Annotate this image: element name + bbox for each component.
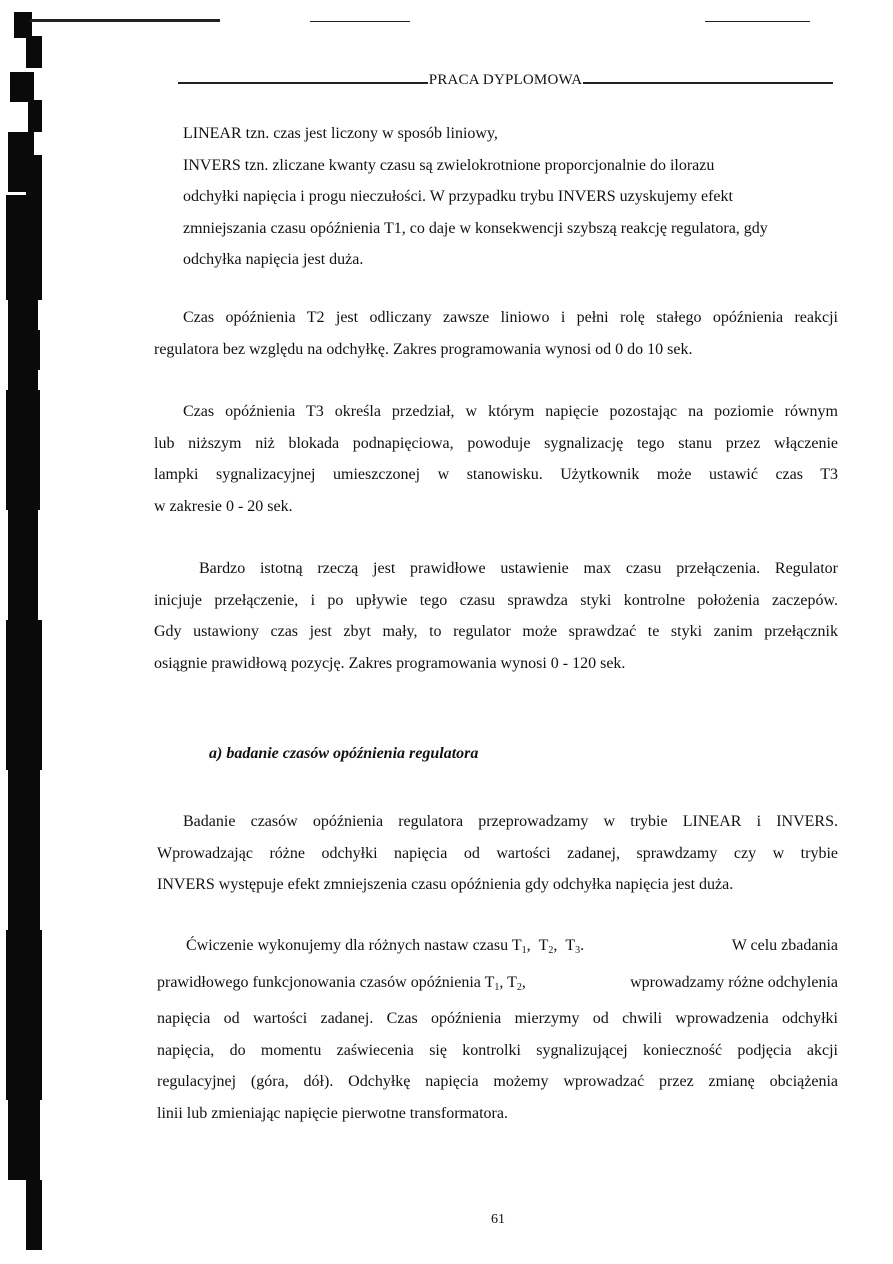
text-segment: Ćwiczenie wykonujemy dla różnych nastaw czasu T [186, 937, 522, 954]
text-line: prawidłowego funkcjonowania czasów opóźnienia $T_1$, $T_2$, wprowadzamy różne odchylenia [157, 967, 838, 1004]
text-line: zmniejszania czasu opóźnienia T1, co daje w konsekwencji szybszą reakcję regulatora, gdy [183, 219, 768, 237]
text-line: regulatora bez względu na odchyłkę. Zakres programowania wynosi od 0 do 10 sek. [154, 340, 693, 358]
page-number: 61 [491, 1212, 505, 1227]
header-rule-left [178, 82, 428, 84]
text-line: odchyłka napięcia jest duża. [183, 251, 364, 268]
text-line: lub niższym niż blokada podnapięciowa, powoduje sygnalizację tego stanu przez włączenie [154, 434, 838, 452]
page-header [178, 70, 833, 90]
text-line: linii lub zmieniając napięcie pierwotne transformatora. [157, 1104, 508, 1122]
text-line: Czas opóźnienia T2 jest odliczany zawsze liniowo i pełni rolę stałego opóźnienia reakcji [183, 309, 838, 326]
text-line: Czas opóźnienia T3 określa przedział, w którym napięcie pozostając na poziomie równym [183, 403, 838, 420]
text-line: napięcia od wartości zadanej. Czas opóźnienia mierzymy od chwili wprowadzenia odchyłki [157, 1010, 838, 1027]
text-line: regulacyjnej (góra, dół). Odchyłkę napięcia możemy wprowadzać przez zmianę obciążenia [157, 1073, 838, 1090]
header-title: PRACA DYPLOMOWA [428, 71, 583, 88]
paragraph-t2 [154, 302, 838, 365]
section-heading: a) badanie czasów opóźnienia regulatora [209, 745, 479, 762]
text-line: INVERS występuje efekt zmniejszenia czasu opóźnienia gdy odchyłka napięcia jest duża. [157, 876, 734, 893]
text-line: Wprowadzając różne odchyłki napięcia od wartości zadanej, sprawdzamy czy w trybie [157, 844, 838, 862]
scan-top-edge-line [310, 21, 410, 22]
text-line: INVERS tzn. zliczane kwanty czasu są zwielokrotnione proporcjonalnie do ilorazu [183, 156, 715, 174]
paragraph-study-2 [157, 930, 838, 1129]
text-line: Gdy ustawiony czas jest zbyt mały, to regulator może sprawdzać te styki zanim przełącznik [154, 623, 838, 640]
text-line: LINEAR tzn. czas jest liczony w sposób liniowy, [183, 125, 498, 142]
modes-description [183, 118, 838, 276]
text-line: lampki sygnalizacyjnej umieszczonej w stanowisku. Użytkownik może ustawić czas T3 [154, 466, 838, 483]
text-line: Bardzo istotną rzeczą jest prawidłowe ustawienie max czasu przełączenia. Regulator [199, 560, 838, 577]
text-line: w zakresie 0 - 20 sek. [154, 497, 293, 515]
text-line: Ćwiczenie wykonujemy dla różnych nastaw czasu $T_1$, $T_2$, $T_3$. W celu zbadania [157, 930, 838, 967]
text-line: napięcia, do momentu zaświecenia się kontrolki sygnalizującej konieczność podjęcia akcji [157, 1041, 838, 1059]
header-rule-right [583, 82, 833, 84]
scan-top-edge-line [30, 19, 220, 22]
text-line: odchyłki napięcia i progu nieczułości. W przypadku trybu INVERS uzyskujemy efekt [183, 188, 733, 205]
paragraph-t3 [154, 396, 838, 522]
paragraph-switch-time [154, 553, 838, 679]
text-segment: wprowadzamy różne odchylenia [630, 973, 838, 991]
text-line: osiągnie prawidłową pozycję. Zakres programowania wynosi 0 - 120 sek. [154, 654, 626, 672]
scan-binding-edge [0, 0, 44, 1264]
text-segment: prawidłowego funkcjonowania czasów opóźnienia T [157, 973, 495, 991]
text-line: inicjuje przełączenie, i po upływie tego czasu sprawdza styki kontrolne położenia zaczepów. [154, 591, 838, 609]
paragraph-study-1 [157, 806, 838, 901]
text-line: Badanie czasów opóźnienia regulatora przeprowadzamy w trybie LINEAR i INVERS. [183, 813, 838, 830]
text-segment: W celu zbadania [731, 937, 838, 954]
scan-top-edge-line [705, 21, 810, 22]
